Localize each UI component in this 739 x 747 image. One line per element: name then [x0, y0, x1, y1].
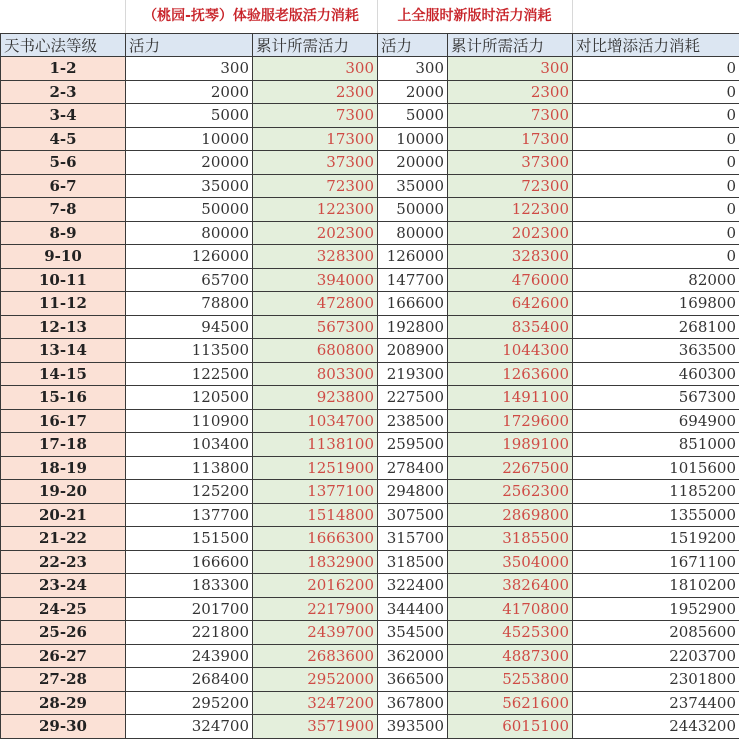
old-energy-cell[interactable]: 126000: [126, 245, 253, 269]
table-body: [1, 57, 739, 739]
table-row: [1, 386, 739, 410]
level-cell[interactable]: 1-2: [1, 57, 126, 81]
diff-cell[interactable]: 2085600: [573, 621, 739, 645]
old-cumulative-cell[interactable]: 2439700: [253, 621, 378, 645]
table-row: [1, 433, 739, 457]
old-energy-cell[interactable]: 20000: [126, 151, 253, 175]
new-energy-cell[interactable]: 307500: [378, 503, 448, 527]
new-cumulative-cell[interactable]: 328300: [448, 245, 573, 269]
old-energy-cell[interactable]: 50000: [126, 198, 253, 222]
new-energy-cell[interactable]: 322400: [378, 574, 448, 598]
new-energy-cell[interactable]: 5000: [378, 104, 448, 128]
old-cumulative-cell[interactable]: 680800: [253, 339, 378, 363]
old-cumulative-cell[interactable]: 1138100: [253, 433, 378, 457]
old-energy-cell[interactable]: 300: [126, 57, 253, 81]
new-cumulative-cell[interactable]: 4887300: [448, 644, 573, 668]
level-cell[interactable]: 29-30: [1, 715, 126, 739]
new-energy-cell[interactable]: 166600: [378, 292, 448, 316]
level-cell[interactable]: 16-17: [1, 409, 126, 433]
old-energy-cell[interactable]: 243900: [126, 644, 253, 668]
table-row: [1, 550, 739, 574]
diff-cell[interactable]: 1671100: [573, 550, 739, 574]
diff-cell[interactable]: 0: [573, 198, 739, 222]
new-energy-cell[interactable]: 294800: [378, 480, 448, 504]
new-cumulative-cell[interactable]: 642600: [448, 292, 573, 316]
new-cumulative-cell[interactable]: 3504000: [448, 550, 573, 574]
table-row: [1, 527, 739, 551]
energy-cost-table: [0, 33, 739, 739]
diff-cell[interactable]: 0: [573, 57, 739, 81]
new-energy-cell[interactable]: 10000: [378, 127, 448, 151]
old-cumulative-cell[interactable]: 37300: [253, 151, 378, 175]
diff-cell[interactable]: 0: [573, 80, 739, 104]
diff-cell[interactable]: 1810200: [573, 574, 739, 598]
level-cell[interactable]: 5-6: [1, 151, 126, 175]
table-row: [1, 57, 739, 81]
table-row: [1, 221, 739, 245]
level-cell[interactable]: 4-5: [1, 127, 126, 151]
old-cumulative-cell[interactable]: 72300: [253, 174, 378, 198]
new-energy-cell[interactable]: 20000: [378, 151, 448, 175]
old-cumulative-cell[interactable]: 3247200: [253, 691, 378, 715]
diff-cell[interactable]: 0: [573, 127, 739, 151]
old-energy-cell[interactable]: 35000: [126, 174, 253, 198]
level-cell[interactable]: 20-21: [1, 503, 126, 527]
diff-cell[interactable]: 1519200: [573, 527, 739, 551]
new-cumulative-cell[interactable]: 3826400: [448, 574, 573, 598]
new-energy-cell[interactable]: 393500: [378, 715, 448, 739]
old-cumulative-cell[interactable]: 122300: [253, 198, 378, 222]
old-cumulative-cell[interactable]: 17300: [253, 127, 378, 151]
old-cumulative-cell[interactable]: 394000: [253, 268, 378, 292]
new-energy-cell[interactable]: 2000: [378, 80, 448, 104]
new-energy-cell[interactable]: 238500: [378, 409, 448, 433]
header-new-energy[interactable]: 活力: [378, 34, 448, 57]
new-cumulative-cell[interactable]: 1491100: [448, 386, 573, 410]
diff-cell[interactable]: 169800: [573, 292, 739, 316]
old-cumulative-cell[interactable]: 2016200: [253, 574, 378, 598]
level-cell[interactable]: 24-25: [1, 597, 126, 621]
old-cumulative-cell[interactable]: 567300: [253, 315, 378, 339]
new-energy-cell[interactable]: 80000: [378, 221, 448, 245]
new-energy-cell[interactable]: 147700: [378, 268, 448, 292]
diff-cell[interactable]: 82000: [573, 268, 739, 292]
old-energy-cell[interactable]: 10000: [126, 127, 253, 151]
new-cumulative-cell[interactable]: 4525300: [448, 621, 573, 645]
header-old-cumulative[interactable]: 累计所需活力: [253, 34, 378, 57]
new-cumulative-cell[interactable]: 1044300: [448, 339, 573, 363]
new-cumulative-cell[interactable]: 6015100: [448, 715, 573, 739]
table-row: [1, 127, 739, 151]
old-energy-cell[interactable]: 137700: [126, 503, 253, 527]
new-cumulative-cell[interactable]: 4170800: [448, 597, 573, 621]
old-energy-cell[interactable]: 65700: [126, 268, 253, 292]
new-cumulative-cell[interactable]: 2267500: [448, 456, 573, 480]
old-cumulative-cell[interactable]: 803300: [253, 362, 378, 386]
level-cell[interactable]: 18-19: [1, 456, 126, 480]
diff-cell[interactable]: 694900: [573, 409, 739, 433]
old-cumulative-cell[interactable]: 7300: [253, 104, 378, 128]
old-cumulative-cell[interactable]: 1666300: [253, 527, 378, 551]
level-cell[interactable]: 17-18: [1, 433, 126, 457]
old-cumulative-cell[interactable]: 3571900: [253, 715, 378, 739]
diff-cell[interactable]: 1952900: [573, 597, 739, 621]
header-old-energy[interactable]: 活力: [126, 34, 253, 57]
old-energy-cell[interactable]: 78800: [126, 292, 253, 316]
diff-cell[interactable]: 0: [573, 104, 739, 128]
diff-cell[interactable]: 0: [573, 245, 739, 269]
new-energy-cell[interactable]: 192800: [378, 315, 448, 339]
new-cumulative-cell[interactable]: 1729600: [448, 409, 573, 433]
old-energy-cell[interactable]: 221800: [126, 621, 253, 645]
new-cumulative-cell[interactable]: 7300: [448, 104, 573, 128]
table-row: [1, 691, 739, 715]
diff-cell[interactable]: 460300: [573, 362, 739, 386]
new-energy-cell[interactable]: 227500: [378, 386, 448, 410]
old-energy-cell[interactable]: 110900: [126, 409, 253, 433]
new-cumulative-cell[interactable]: 2300: [448, 80, 573, 104]
table-row: [1, 503, 739, 527]
table-row: [1, 315, 739, 339]
new-energy-cell[interactable]: 315700: [378, 527, 448, 551]
old-energy-cell[interactable]: 122500: [126, 362, 253, 386]
title-divider: [572, 0, 573, 33]
new-cumulative-cell[interactable]: 3185500: [448, 527, 573, 551]
new-energy-cell[interactable]: 35000: [378, 174, 448, 198]
old-cumulative-cell[interactable]: 1251900: [253, 456, 378, 480]
new-energy-cell[interactable]: 362000: [378, 644, 448, 668]
table-row: [1, 174, 739, 198]
new-energy-cell[interactable]: 126000: [378, 245, 448, 269]
table-row: [1, 574, 739, 598]
diff-cell[interactable]: 363500: [573, 339, 739, 363]
new-cumulative-cell[interactable]: 1989100: [448, 433, 573, 457]
level-cell[interactable]: 9-10: [1, 245, 126, 269]
level-cell[interactable]: 25-26: [1, 621, 126, 645]
diff-cell[interactable]: 2374400: [573, 691, 739, 715]
new-cumulative-cell[interactable]: 202300: [448, 221, 573, 245]
new-cumulative-cell[interactable]: 37300: [448, 151, 573, 175]
new-energy-cell[interactable]: 300: [378, 57, 448, 81]
header-diff[interactable]: 对比增添活力消耗: [573, 34, 739, 57]
level-cell[interactable]: 3-4: [1, 104, 126, 128]
level-cell[interactable]: 13-14: [1, 339, 126, 363]
old-cumulative-cell[interactable]: 328300: [253, 245, 378, 269]
table-row: [1, 597, 739, 621]
diff-cell[interactable]: 2301800: [573, 668, 739, 692]
new-energy-cell[interactable]: 278400: [378, 456, 448, 480]
old-energy-cell[interactable]: 295200: [126, 691, 253, 715]
level-cell[interactable]: 2-3: [1, 80, 126, 104]
old-energy-cell[interactable]: 94500: [126, 315, 253, 339]
diff-cell[interactable]: 2443200: [573, 715, 739, 739]
diff-cell[interactable]: 2203700: [573, 644, 739, 668]
diff-cell[interactable]: 1355000: [573, 503, 739, 527]
old-cumulative-cell[interactable]: 1034700: [253, 409, 378, 433]
old-cumulative-cell[interactable]: 1832900: [253, 550, 378, 574]
new-energy-cell[interactable]: 219300: [378, 362, 448, 386]
level-cell[interactable]: 28-29: [1, 691, 126, 715]
table-row: [1, 104, 739, 128]
old-version-title: （桃园-抚琴）体验服老版活力消耗: [143, 8, 359, 24]
old-energy-cell[interactable]: 2000: [126, 80, 253, 104]
old-energy-cell[interactable]: 103400: [126, 433, 253, 457]
diff-cell[interactable]: 268100: [573, 315, 739, 339]
table-row: [1, 644, 739, 668]
old-energy-cell[interactable]: 166600: [126, 550, 253, 574]
table-row: [1, 668, 739, 692]
new-energy-cell[interactable]: 367800: [378, 691, 448, 715]
level-cell[interactable]: 7-8: [1, 198, 126, 222]
diff-cell[interactable]: 851000: [573, 433, 739, 457]
header-new-cumulative[interactable]: 累计所需活力: [448, 34, 573, 57]
level-cell[interactable]: 15-16: [1, 386, 126, 410]
old-cumulative-cell[interactable]: 2683600: [253, 644, 378, 668]
old-cumulative-cell[interactable]: 1377100: [253, 480, 378, 504]
old-cumulative-cell[interactable]: 202300: [253, 221, 378, 245]
table-row: [1, 198, 739, 222]
header-row: [1, 34, 739, 57]
table-row: [1, 409, 739, 433]
old-energy-cell[interactable]: 324700: [126, 715, 253, 739]
diff-cell[interactable]: 567300: [573, 386, 739, 410]
level-cell[interactable]: 14-15: [1, 362, 126, 386]
level-cell[interactable]: 22-23: [1, 550, 126, 574]
new-cumulative-cell[interactable]: 2869800: [448, 503, 573, 527]
table-row: [1, 151, 739, 175]
new-energy-cell[interactable]: 366500: [378, 668, 448, 692]
new-version-title: 上全服时新版时活力消耗: [397, 8, 552, 24]
header-level[interactable]: 天书心法等级: [1, 34, 126, 57]
old-cumulative-cell[interactable]: 472800: [253, 292, 378, 316]
new-energy-cell[interactable]: 318500: [378, 550, 448, 574]
new-cumulative-cell[interactable]: 2562300: [448, 480, 573, 504]
new-cumulative-cell[interactable]: 476000: [448, 268, 573, 292]
old-energy-cell[interactable]: 5000: [126, 104, 253, 128]
diff-cell[interactable]: 1015600: [573, 456, 739, 480]
table-row: [1, 292, 739, 316]
level-cell[interactable]: 21-22: [1, 527, 126, 551]
table-row: [1, 621, 739, 645]
old-energy-cell[interactable]: 120500: [126, 386, 253, 410]
new-energy-cell[interactable]: 208900: [378, 339, 448, 363]
table-row: [1, 268, 739, 292]
level-cell[interactable]: 10-11: [1, 268, 126, 292]
old-energy-cell[interactable]: 183300: [126, 574, 253, 598]
new-cumulative-cell[interactable]: 122300: [448, 198, 573, 222]
old-energy-cell[interactable]: 125200: [126, 480, 253, 504]
new-energy-cell[interactable]: 354500: [378, 621, 448, 645]
new-energy-cell[interactable]: 259500: [378, 433, 448, 457]
level-cell[interactable]: 6-7: [1, 174, 126, 198]
old-cumulative-cell[interactable]: 2952000: [253, 668, 378, 692]
level-cell[interactable]: 27-28: [1, 668, 126, 692]
new-energy-cell[interactable]: 50000: [378, 198, 448, 222]
table-row: [1, 362, 739, 386]
level-cell[interactable]: 12-13: [1, 315, 126, 339]
table-row: [1, 715, 739, 739]
old-energy-cell[interactable]: 268400: [126, 668, 253, 692]
old-cumulative-cell[interactable]: 923800: [253, 386, 378, 410]
new-energy-cell[interactable]: 344400: [378, 597, 448, 621]
new-cumulative-cell[interactable]: 300: [448, 57, 573, 81]
old-cumulative-cell[interactable]: 1514800: [253, 503, 378, 527]
diff-cell[interactable]: 1185200: [573, 480, 739, 504]
table-row: [1, 480, 739, 504]
new-cumulative-cell[interactable]: 17300: [448, 127, 573, 151]
level-cell[interactable]: 26-27: [1, 644, 126, 668]
table-row: [1, 456, 739, 480]
old-energy-cell[interactable]: 151500: [126, 527, 253, 551]
old-energy-cell[interactable]: 113800: [126, 456, 253, 480]
old-energy-cell[interactable]: 80000: [126, 221, 253, 245]
diff-cell[interactable]: 0: [573, 221, 739, 245]
table-row: [1, 80, 739, 104]
new-cumulative-cell[interactable]: 5621600: [448, 691, 573, 715]
title-row: [0, 0, 739, 33]
diff-cell[interactable]: 0: [573, 174, 739, 198]
level-cell[interactable]: 11-12: [1, 292, 126, 316]
new-cumulative-cell[interactable]: 835400: [448, 315, 573, 339]
table-row: [1, 245, 739, 269]
old-energy-cell[interactable]: 201700: [126, 597, 253, 621]
table-row: [1, 339, 739, 363]
level-cell[interactable]: 8-9: [1, 221, 126, 245]
new-cumulative-cell[interactable]: 5253800: [448, 668, 573, 692]
new-cumulative-cell[interactable]: 1263600: [448, 362, 573, 386]
old-cumulative-cell[interactable]: 300: [253, 57, 378, 81]
old-cumulative-cell[interactable]: 2217900: [253, 597, 378, 621]
new-cumulative-cell[interactable]: 72300: [448, 174, 573, 198]
old-cumulative-cell[interactable]: 2300: [253, 80, 378, 104]
diff-cell[interactable]: 0: [573, 151, 739, 175]
level-cell[interactable]: 23-24: [1, 574, 126, 598]
level-cell[interactable]: 19-20: [1, 480, 126, 504]
old-energy-cell[interactable]: 113500: [126, 339, 253, 363]
